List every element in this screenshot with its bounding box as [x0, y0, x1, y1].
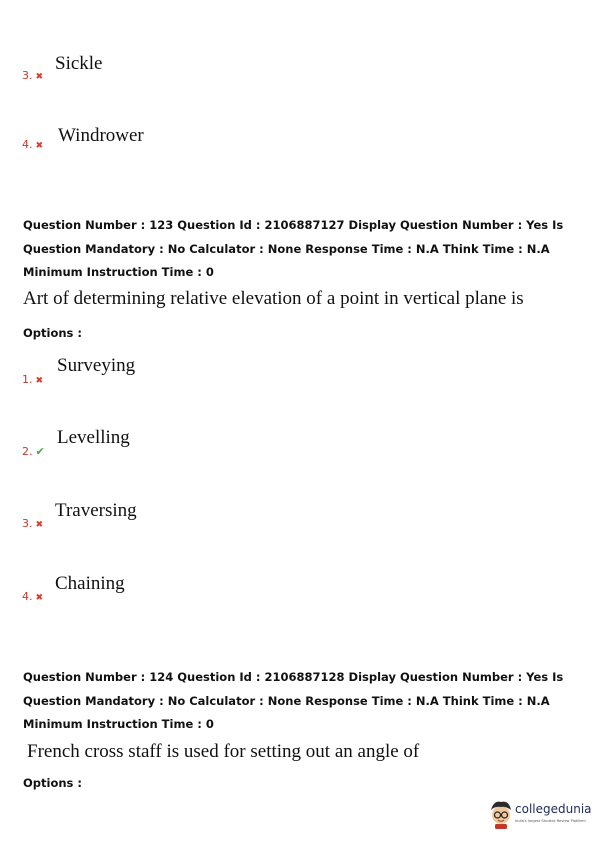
question-text: Art of determining relative elevation of a point in vertical plane is [23, 288, 524, 309]
mascot-icon [488, 798, 514, 830]
option-number: 2. [22, 445, 33, 458]
cross-icon: ✖ [35, 141, 44, 151]
collegedunia-logo [488, 798, 590, 834]
options-label: Options : [23, 776, 82, 790]
option-number: 4. [22, 138, 33, 151]
checkmark-icon: ✔ [35, 445, 45, 458]
cross-icon: ✖ [35, 72, 44, 82]
option-number: 1. [22, 373, 33, 386]
option-text: Sickle [55, 53, 103, 74]
option-text: Windrower [58, 125, 144, 146]
option-text: Surveying [57, 355, 136, 376]
cross-icon: ✖ [35, 376, 44, 386]
option-text: Traversing [55, 500, 137, 521]
logo-tagline: India's largest Student Review Platform [515, 819, 586, 823]
question-text: French cross staff is used for setting out an angle of [27, 741, 420, 762]
logo-name: collegedunia [515, 802, 592, 816]
cross-icon: ✖ [35, 593, 44, 603]
option-text: Chaining [55, 573, 125, 594]
option-number: 3. [22, 517, 33, 530]
option-text: Levelling [57, 427, 130, 448]
options-label: Options : [23, 326, 82, 340]
option-number: 3. [22, 69, 33, 82]
question-metadata: Question Number : 123 Question Id : 2106887127 Display Question Number : Yes Is Question Mandatory : No Calculator : None Response Time : N.A Think Time : N.A Minimum Instruction Time : 0 [23, 218, 564, 279]
option-number: 4. [22, 590, 33, 603]
cross-icon: ✖ [35, 520, 44, 530]
question-metadata: Question Number : 124 Question Id : 2106887128 Display Question Number : Yes Is Question Mandatory : No Calculator : None Response Time : N.A Think Time : N.A Minimum Instruction Time : 0 [23, 670, 564, 731]
